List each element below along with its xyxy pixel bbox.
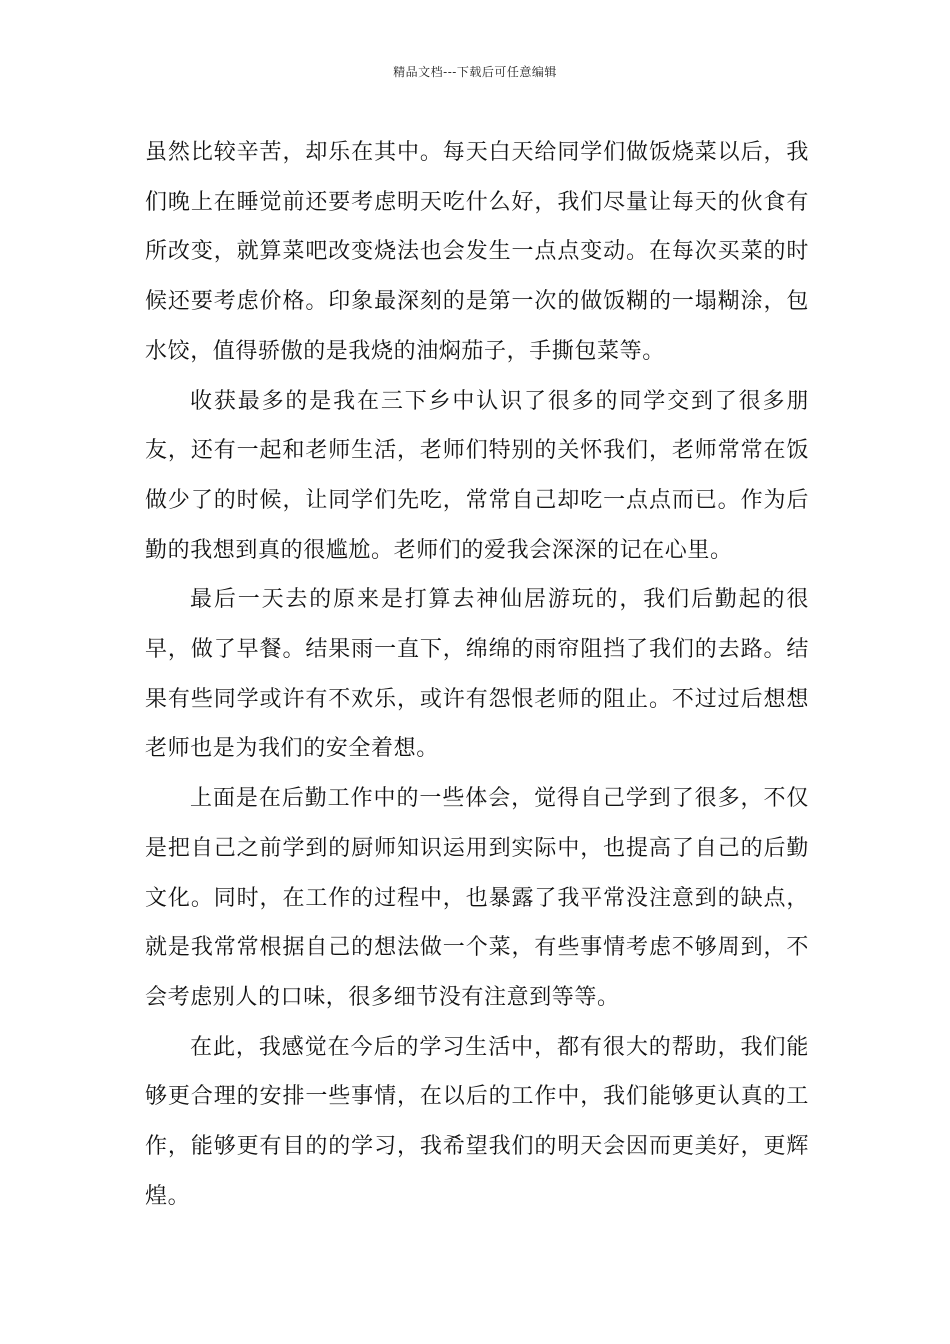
- paragraph-continuation: 虽然比较辛苦，却乐在其中。每天白天给同学们做饭烧菜以后，我们晚上在睡觉前还要考虑明天吃什么好，我们尽量让每天的伙食有所改变，就算菜吧改变烧法也会发生一点点变动。在每次买菜的时候还要考虑价格。印象最深刻的是第一次的做饭糊的一塌糊涂，包水饺，值得骄傲的是我烧的油焖茄子，手撕包菜等。: [145, 140, 809, 364]
- page-header: 精品文档---下载后可任意编辑: [393, 65, 557, 79]
- document-body: [145, 128, 809, 1221]
- paragraph-conclusion: 在此，我感觉在今后的学习生活中，都有很大的帮助，我们能够更合理的安排一些事情，在以后的工作中，我们能够更认真的工作，能够更有目的的学习，我希望我们的明天会因而更美好，更辉煌。: [145, 1034, 809, 1209]
- paragraph-last-day: 最后一天去的原来是打算去神仙居游玩的，我们后勤起的很早，做了早餐。结果雨一直下，绵绵的雨帘阻挡了我们的去路。结果有些同学或许有不欢乐，或许有怨恨老师的阻止。不过过后想想老师也是为我们的安全着想。: [145, 587, 809, 762]
- paragraph-harvest: 收获最多的是我在三下乡中认识了很多的同学交到了很多朋友，还有一起和老师生活，老师们特别的关怀我们，老师常常在饭做少了的时候，让同学们先吃，常常自己却吃一点点而已。作为后勤的我想到真的很尴尬。老师们的爱我会深深的记在心里。: [145, 388, 809, 563]
- paragraph-reflection: 上面是在后勤工作中的一些体会，觉得自己学到了很多，不仅是把自己之前学到的厨师知识运用到实际中，也提高了自己的后勤文化。同时，在工作的过程中，也暴露了我平常没注意到的缺点，就是我常常根据自己的想法做一个菜，有些事情考虑不够周到，不会考虑别人的口味，很多细节没有注意到等等。: [145, 786, 809, 1010]
